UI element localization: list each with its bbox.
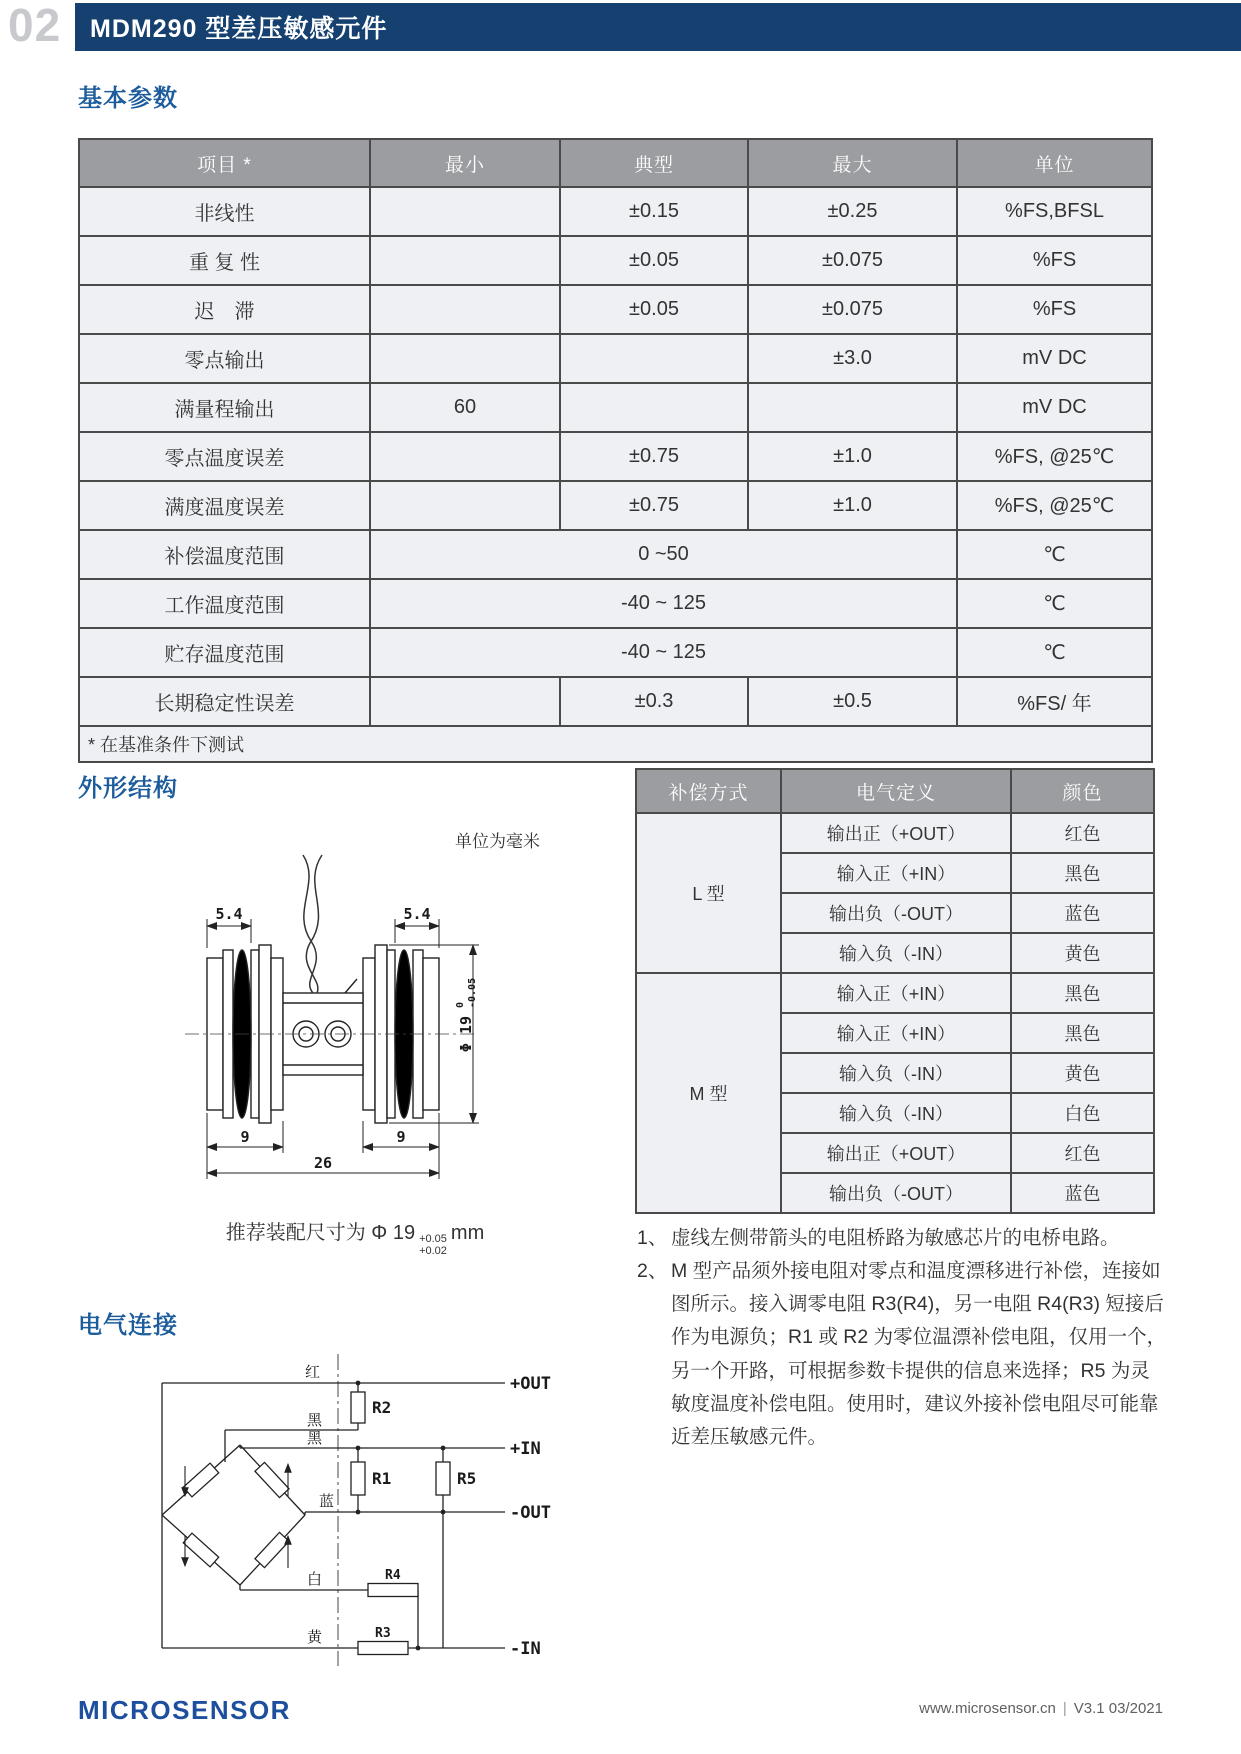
- outline-drawing-figure: [185, 853, 485, 1188]
- cell-item: 重 复 性: [79, 236, 370, 285]
- cell-item: 长期稳定性误差: [79, 677, 370, 726]
- cell-max: ±0.075: [748, 236, 957, 285]
- note-text: M 型产品须外接电阻对零点和温度漂移进行补偿，连接如图所示。接入调零电阻 R3(R4)，另一电阻 R4(R3) 短接后作为电源负；R1 或 R2 为零位温漂补偿电阻，仅用一个，另一个开路，可根据参数卡提供的信息来选择；R5 为灵敏度温度补偿电阻。使用时，建议外接补偿电阻尽可能靠近差压敏感元件。: [671, 1260, 1167, 1448]
- cell-typ: ±0.75: [560, 432, 748, 481]
- page-number: 02: [8, 0, 62, 51]
- fit-tol-lower: +0.02: [419, 1245, 447, 1258]
- label-r1: R1: [372, 1469, 392, 1488]
- lead-wires: [303, 855, 322, 993]
- col-header-max: 最大: [748, 139, 957, 187]
- table-row: [79, 579, 1152, 628]
- dim-cap-right: 5.4: [403, 905, 431, 923]
- cell-min: [370, 236, 560, 285]
- cell-unit: ℃: [957, 579, 1152, 628]
- type-label-l: L 型: [636, 813, 781, 973]
- wiring-row: [636, 813, 1154, 853]
- table-header-row: [79, 139, 1152, 187]
- cell-max: [748, 383, 957, 432]
- cell-unit: %FS, @25℃: [957, 432, 1152, 481]
- cell-typ: ±0.05: [560, 285, 748, 334]
- page-title-bar: [75, 3, 1241, 51]
- table-row: [79, 236, 1152, 285]
- cell-range-value: -40 ~ 125: [370, 628, 957, 677]
- table-row: [79, 481, 1152, 530]
- terminal-out-neg: -OUT: [510, 1503, 551, 1523]
- col-header-item: 项目 *: [79, 139, 370, 187]
- note-number: 1、: [637, 1227, 668, 1249]
- wiring-row: [636, 973, 1154, 1013]
- cell-def: 输入正（+IN）: [781, 1013, 1011, 1053]
- table-row: [79, 432, 1152, 481]
- resistor-r2: [351, 1392, 365, 1423]
- table-row: [79, 383, 1152, 432]
- fit-note-prefix: 推荐装配尺寸为 Φ 19: [225, 1222, 416, 1244]
- cell-item: 满量程输出: [79, 383, 370, 432]
- cell-unit: %FS/ 年: [957, 677, 1152, 726]
- dim-body-left: 9: [240, 1128, 250, 1146]
- cell-max: ±0.075: [748, 285, 957, 334]
- fit-tol-upper: +0.05: [419, 1233, 447, 1245]
- wiring-table: [635, 768, 1155, 1214]
- wire-label-black1: 黑: [307, 1412, 323, 1429]
- cell-range-value: -40 ~ 125: [370, 579, 957, 628]
- cell-color: 红色: [1011, 1133, 1154, 1173]
- outline-drawing-svg: [185, 853, 485, 1188]
- cell-unit: mV DC: [957, 334, 1152, 383]
- cell-min: [370, 187, 560, 236]
- table-row: [79, 530, 1152, 579]
- cell-item: 非线性: [79, 187, 370, 236]
- terminal-in-pos: +IN: [510, 1439, 541, 1459]
- cell-min: [370, 432, 560, 481]
- cell-def: 输入正（+IN）: [781, 853, 1011, 893]
- table-row: [79, 187, 1152, 236]
- type-label-m: M 型: [636, 973, 781, 1213]
- cell-typ: ±0.05: [560, 236, 748, 285]
- wire-color-labels: [305, 1364, 334, 1646]
- label-r5: R5: [457, 1469, 477, 1488]
- cell-unit: ℃: [957, 628, 1152, 677]
- cell-min: 60: [370, 383, 560, 432]
- note-number: 2、: [637, 1260, 668, 1283]
- cell-def: 输出正（+OUT）: [781, 813, 1011, 853]
- col-header-definition: 电气定义: [781, 769, 1011, 813]
- fit-dimension-note: [190, 1216, 520, 1257]
- parameters-table: [78, 138, 1153, 763]
- col-header-min: 最小: [370, 139, 560, 187]
- cell-min: [370, 285, 560, 334]
- label-r3: R3: [375, 1626, 391, 1641]
- footer-info: [919, 1700, 1163, 1717]
- section-title-outline: 外形结构: [78, 775, 178, 802]
- resistor-r5: [436, 1462, 450, 1495]
- wire-label-black2: 黑: [307, 1430, 323, 1447]
- label-r2: R2: [372, 1398, 392, 1417]
- cell-max: ±1.0: [748, 481, 957, 530]
- dia-tol-upper: 0: [455, 1001, 466, 1008]
- col-header-compensation: 补偿方式: [636, 769, 781, 813]
- cell-color: 黑色: [1011, 1013, 1154, 1053]
- bridge-resistors: [183, 1462, 289, 1567]
- footer-website: www.microsensor.cn: [919, 1700, 1056, 1717]
- cell-typ: ±0.3: [560, 677, 748, 726]
- note-item: [637, 1255, 1169, 1454]
- cell-item: 零点输出: [79, 334, 370, 383]
- wire-label-red: 红: [305, 1364, 321, 1381]
- wire-label-yellow: 黄: [307, 1629, 323, 1646]
- cell-max: ±0.25: [748, 187, 957, 236]
- circuit-diagram-svg: [105, 1350, 575, 1670]
- cell-range-value: 0 ~50: [370, 530, 957, 579]
- cell-unit: %FS: [957, 236, 1152, 285]
- circuit-diagram-figure: [105, 1350, 575, 1670]
- cell-max: ±0.5: [748, 677, 957, 726]
- cell-item: 补偿温度范围: [79, 530, 370, 579]
- terminal-in-neg: -IN: [510, 1639, 541, 1659]
- cell-max: ±3.0: [748, 334, 957, 383]
- svg-text:Φ 19: Φ 19: [457, 1015, 475, 1053]
- dia-tol-lower: -0.05: [467, 977, 478, 1008]
- notes-list: [637, 1222, 1169, 1454]
- cell-color: 黑色: [1011, 973, 1154, 1013]
- fit-note-suffix: mm: [450, 1222, 485, 1244]
- dim-diameter: [455, 978, 478, 1052]
- cell-color: 蓝色: [1011, 893, 1154, 933]
- resistor-labels: [372, 1398, 476, 1641]
- cell-min: [370, 481, 560, 530]
- col-header-color: 颜色: [1011, 769, 1154, 813]
- resistor-r4: [368, 1584, 418, 1597]
- cell-min: [370, 334, 560, 383]
- cell-def: 输出负（-OUT）: [781, 1173, 1011, 1213]
- resistor-r1: [351, 1462, 365, 1495]
- cell-typ: [560, 383, 748, 432]
- col-header-unit: 单位: [957, 139, 1152, 187]
- cell-def: 输出正（+OUT）: [781, 1133, 1011, 1173]
- footer-divider: |: [1062, 1700, 1067, 1717]
- table-row: [79, 628, 1152, 677]
- cell-typ: ±0.75: [560, 481, 748, 530]
- cell-item: 工作温度范围: [79, 579, 370, 628]
- drawing-unit-note: 单位为毫米: [455, 832, 540, 851]
- table-row: [79, 677, 1152, 726]
- terminal-labels: [510, 1374, 551, 1659]
- cell-item: 迟 滞: [79, 285, 370, 334]
- table-row: [79, 285, 1152, 334]
- cell-def: 输入正（+IN）: [781, 973, 1011, 1013]
- cell-color: 黑色: [1011, 853, 1154, 893]
- terminal-out-pos: +OUT: [510, 1374, 551, 1394]
- cell-min: [370, 677, 560, 726]
- cell-item: 满度温度误差: [79, 481, 370, 530]
- cell-color: 蓝色: [1011, 1173, 1154, 1213]
- table-row: [79, 334, 1152, 383]
- dim-body-right: 9: [396, 1128, 406, 1146]
- cell-item: 贮存温度范围: [79, 628, 370, 677]
- fit-tolerance-stack: [419, 1233, 447, 1257]
- cell-def: 输入负（-IN）: [781, 1053, 1011, 1093]
- cell-def: 输出负（-OUT）: [781, 893, 1011, 933]
- cell-unit: ℃: [957, 530, 1152, 579]
- external-resistors: [351, 1392, 450, 1655]
- cell-item: 零点温度误差: [79, 432, 370, 481]
- wire-label-blue: 蓝: [319, 1493, 335, 1510]
- cell-color: 白色: [1011, 1093, 1154, 1133]
- resistor-r3: [358, 1642, 408, 1655]
- cell-def: 输入负（-IN）: [781, 933, 1011, 973]
- cell-color: 黄色: [1011, 933, 1154, 973]
- note-text: 虚线左侧带箭头的电阻桥路为敏感芯片的电桥电路。: [671, 1227, 1120, 1249]
- circuit-wires: [162, 1383, 505, 1648]
- cell-color: 红色: [1011, 813, 1154, 853]
- page-title: MDM290 型差压敏感元件: [90, 15, 388, 43]
- col-header-typical: 典型: [560, 139, 748, 187]
- cell-max: ±1.0: [748, 432, 957, 481]
- wiring-header-row: [636, 769, 1154, 813]
- section-title-basic-params: 基本参数: [78, 85, 178, 112]
- cell-def: 输入负（-IN）: [781, 1093, 1011, 1133]
- footer-version: V3.1 03/2021: [1073, 1700, 1163, 1717]
- microsensor-logo: MICROSENSOR: [78, 1695, 291, 1725]
- dim-cap-left: 5.4: [215, 905, 243, 923]
- dim-overall: 26: [313, 1154, 333, 1172]
- cell-color: 黄色: [1011, 1053, 1154, 1093]
- cell-typ: [560, 334, 748, 383]
- table-footnote: * 在基准条件下测试: [79, 726, 1152, 762]
- note-item: [637, 1222, 1169, 1255]
- section-title-electrical: 电气连接: [78, 1312, 178, 1339]
- cell-typ: ±0.15: [560, 187, 748, 236]
- wire-label-white: 白: [307, 1571, 323, 1588]
- cell-unit: mV DC: [957, 383, 1152, 432]
- cell-unit: %FS, @25℃: [957, 481, 1152, 530]
- table-footnote-row: [79, 726, 1152, 762]
- cell-unit: %FS,BFSL: [957, 187, 1152, 236]
- junction-dots: [356, 1381, 446, 1651]
- cell-unit: %FS: [957, 285, 1152, 334]
- label-r4: R4: [385, 1568, 401, 1583]
